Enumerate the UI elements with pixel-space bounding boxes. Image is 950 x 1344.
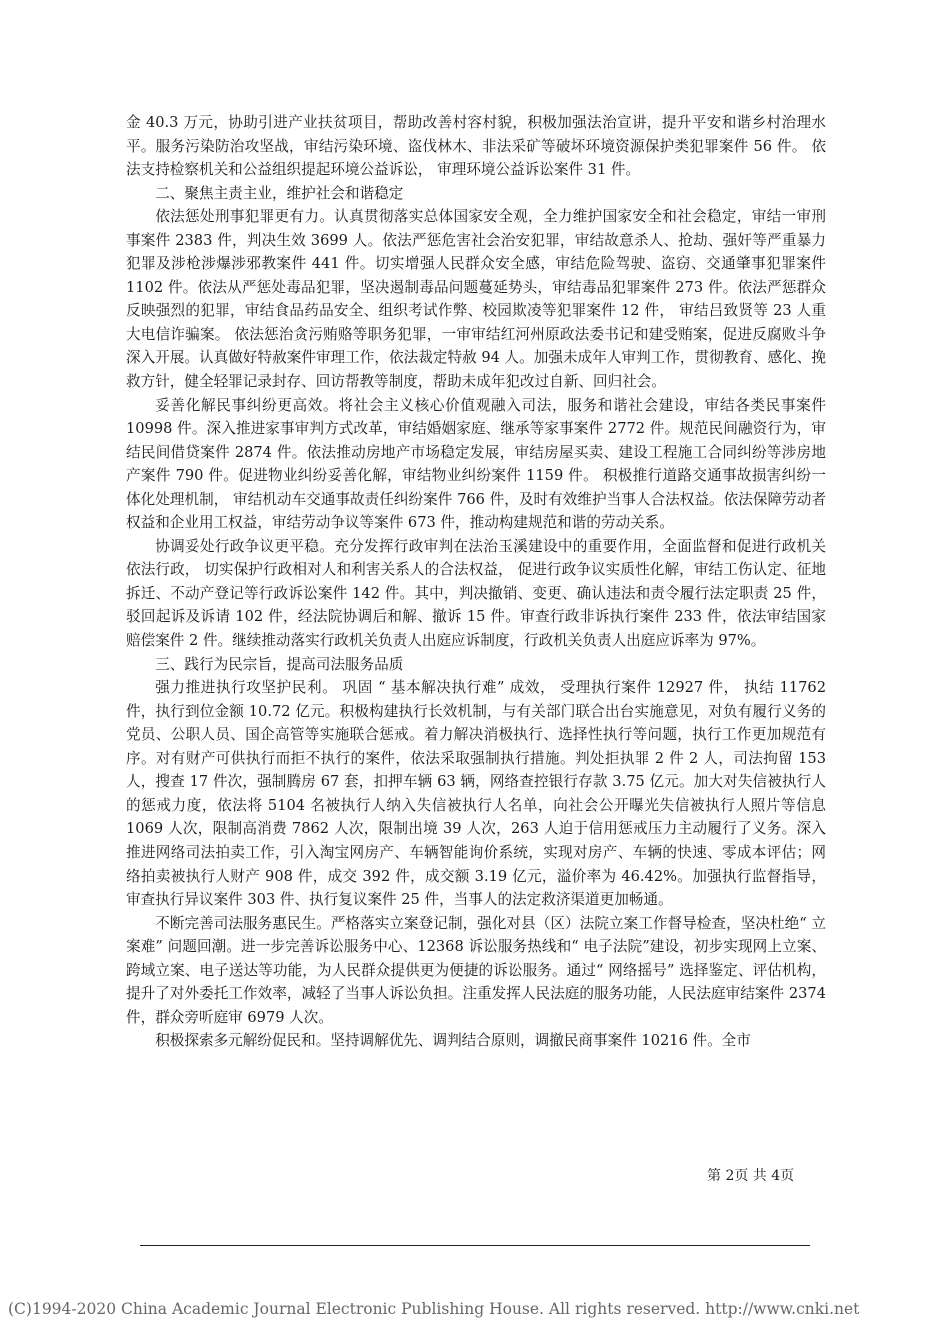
paragraph-continued: 金 40.3 万元，协助引进产业扶贫项目，帮助改善村容村貌，积极加强法治宣讲，提升平安和谐乡村治理水平。服务污染防治攻坚战，审结污染环境、盗伐林木、非法采矿等破坏环境资源保护类犯罪案件 56 件。 依法支持检察机关和公益组织提起环境公益诉讼， 审理环境公益诉讼案件 31 件。 — [126, 114, 826, 179]
paragraph-enforcement: 强力推进执行攻坚护民利。 巩固 “ 基本解决执行难” 成效， 受理执行案件 12927 件， 执结 11762 件，执行到位金额 10.72 亿元。积极构建执行长效机制，与有关部门联合出台实施意见，对负有履行义务的党员、公职人员、国企高管等实施联合惩戒。着力解决消极执行、选择性执行等问题，执行工作更加规范有序。对有财产可供执行而拒不执行的案件，依法采取强制执行措施。判处拒执罪 2 件 2 人，司法拘留 153 人，搜查 17 件次，强制腾房 67 套，扣押车辆 63 辆，网络查控银行存款 3.75 亿元。加大对失信被执行人的惩戒力度，依法将 5104 名被执行人纳入失信被执行人名单，向社会公开曝光失信被执行人照片等信息 1069 人次，限制高消费 7862 人次，限制出境 39 人次，263 人迫于信用惩戒压力主动履行了义务。深入推进网络司法拍卖工作，引入淘宝网房产、车辆智能询价系统，实现对房产、车辆的快速、零成本评估；网络拍卖被执行人财产 908 件，成交 392 件，成交额 3.19 亿元，溢价率为 46.42%。加强执行监督指导，审查执行异议案件 303 件、执行复议案件 25 件，当事人的法定救济渠道更加畅通。 — [126, 679, 826, 909]
paragraph-administrative: 协调妥处行政争议更平稳。充分发挥行政审判在法治玉溪建设中的重要作用，全面监督和促进行政机关依法行政， 切实保护行政相对人和利害关系人的合法权益， 促进行政争议实质性化解，审结工伤认定、征地拆迁、不动产登记等行政诉讼案件 142 件。其中，判决撤销、变更、确认违法和责令履行法定职责 25 件，驳回起诉及诉请 102 件，经法院协调后和解、撤诉 15 件。审查行政非诉执行案件 233 件，依法审结国家赔偿案件 2 件。继续推动落实行政机关负责人出庭应诉制度，行政机关负责人出庭应诉率为 97%。 — [126, 537, 826, 650]
page-number: 第 2页 共 4页 — [707, 1168, 795, 1184]
footer-divider — [140, 1245, 810, 1246]
section-heading-3: 三、践行为民宗旨，提高司法服务品质 — [155, 655, 404, 673]
paragraph-criminal: 依法惩处刑事犯罪更有力。认真贯彻落实总体国家安全观，全力维护国家安全和社会稳定，审结一审刑事案件 2383 件，判决生效 3699 人。依法严惩危害社会治安犯罪，审结故意杀人、抢劫、强奸等严重暴力犯罪及涉枪涉爆涉邪教案件 441 件。切实增强人民群众安全感，审结危险驾驶、盗窃、交通肇事犯罪案件 1102 件。依法从严惩处毒品犯罪，坚决遏制毒品问题蔓延势头，审结毒品犯罪案件 273 件。依法严惩群众反映强烈的犯罪，审结食品药品安全、组织考试作弊、校园欺凌等犯罪案件 12 件， 审结吕致贤等 23 人重大电信诈骗案。 依法惩治贪污贿赂等职务犯罪，一审审结红河州原政法委书记和建受贿案，促进反腐败斗争深入开展。认真做好特赦案件审理工作，依法裁定特赦 94 人。加强未成年人审判工作，贯彻教育、感化、挽救方针，健全轻罪记录封存、回访帮教等制度，帮助未成年犯改过自新、回归社会。 — [126, 208, 826, 391]
paragraph-dispute-resolution: 积极探索多元解纷促民和。坚持调解优先、调判结合原则，调撤民商事案件 10216 件。全市 — [155, 1032, 751, 1050]
paragraph-judicial-service: 不断完善司法服务惠民生。严格落实立案登记制，强化对县（区）法院立案工作督导检查，坚决杜绝“ 立案难” 问题回潮。进一步完善诉讼服务中心、12368 诉讼服务热线和“ 电子法院”建设，初步实现网上立案、跨域立案、电子送达等功能，为人民群众提供更为便捷的诉讼服务。通过“ 网络摇号” 选择鉴定、评估机构，提升了对外委托工作效率，减轻了当事人诉讼负担。注重发挥人民法庭的服务功能，人民法庭审结案件 2374 件，群众旁听庭审 6979 人次。 — [126, 914, 826, 1026]
document-body — [126, 111, 826, 1053]
paragraph-civil: 妥善化解民事纠纷更高效。将社会主义核心价值观融入司法，服务和谐社会建设，审结各类民事案件 10998 件。深入推进家事审判方式改革，审结婚姻家庭、继承等家事案件 2772 件。规范民间融资行为，审结民间借贷案件 2874 件。依法推动房地产市场稳定发展，审结房屋买卖、建设工程施工合同纠纷等涉房地产案件 790 件。促进物业纠纷妥善化解，审结物业纠纷案件 1159 件。 积极推行道路交通事故损害纠纷一体化处理机制， 审结机动车交通事故责任纠纷案件 766 件，及时有效维护当事人合法权益。依法保障劳动者权益和企业用工权益，审结劳动争议等案件 673 件，推动构建规范和谐的劳动关系。 — [126, 396, 826, 532]
section-heading-2: 二、聚焦主责主业，维护社会和谐稳定 — [155, 184, 404, 202]
copyright-watermark: (C)1994-2020 China Academic Journal Electronic Publishing House. All rights reserved. http://www.cnki.net — [8, 1300, 860, 1318]
